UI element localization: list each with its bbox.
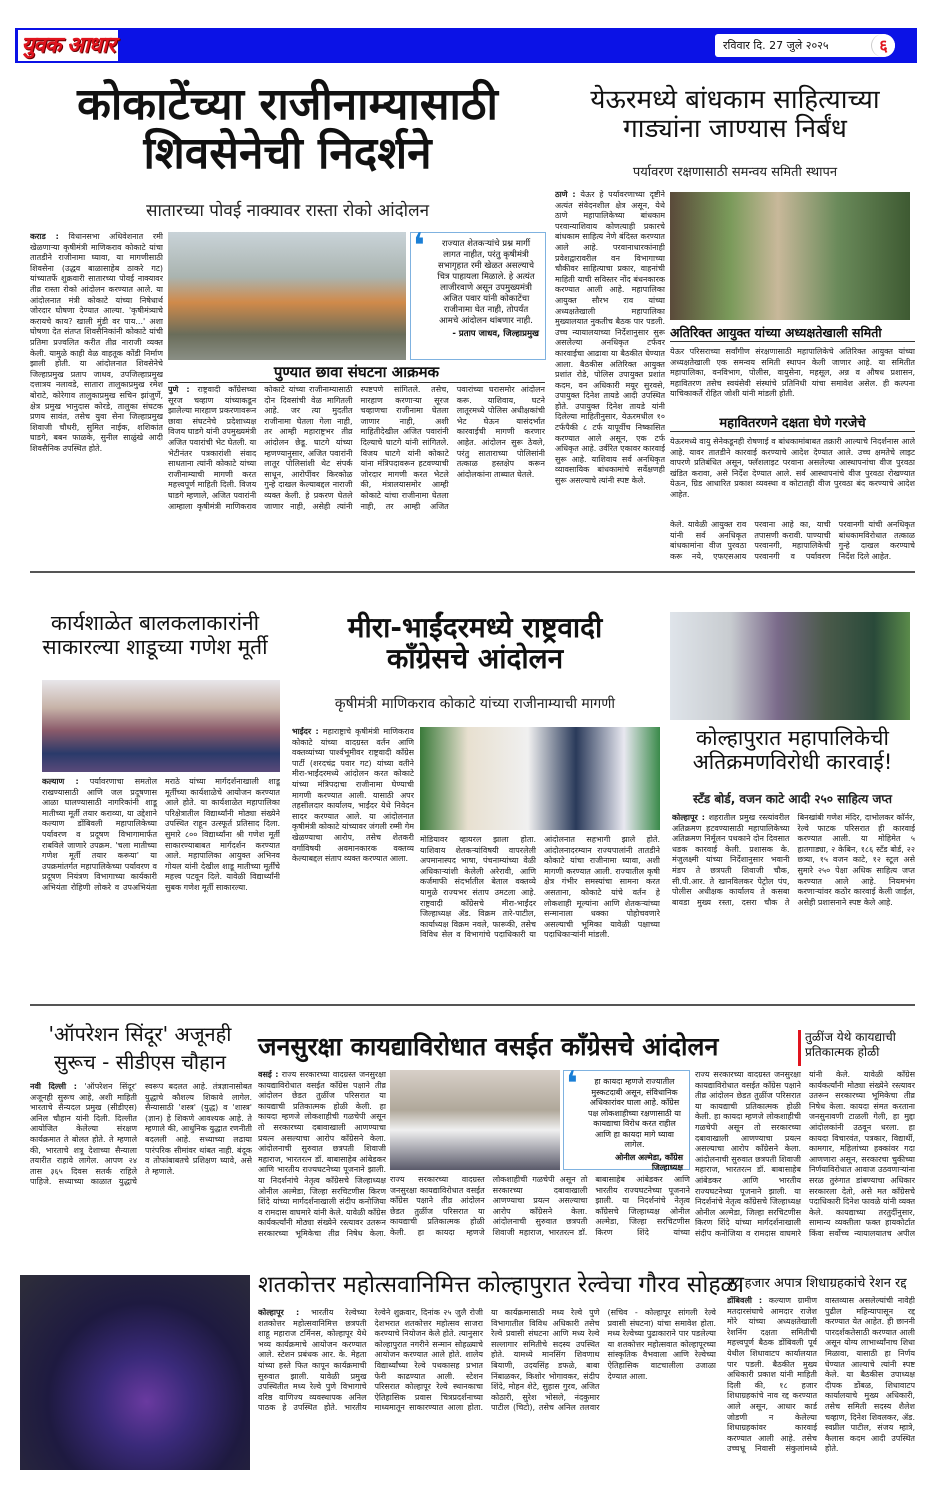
story5-headline-line2: अतिक्रमणविरोधी कारवाई! [692,749,893,774]
story2-headline [555,86,915,144]
dateline: भाईंदर : [292,727,319,736]
dateline: डोंबिवली : [727,1296,763,1305]
story5-subhead: स्टँड बोर्ड, वजन काटे आदी २५० साहित्य जप्त [693,792,892,806]
story3-body [42,777,280,1000]
story2-body [555,190,665,515]
story3-headline-line1: कार्यशाळेत बालकलाकारांनी [50,611,260,635]
story2-para2: येऊरमध्ये वायु सेनेकडूनही रोषणाई व बांधकामांबाबत तक्रारी आल्याचे निदर्शनास आले आहे. यावर तातडीने कारवाई करण्याचे आदेश देण्यात आले. उच्च क्षमतेचे लाइट वापरणे प्रतिबंधित असून, फ्लॅशलाइट परवाना असलेल्या आस्थापनांचा वीज पुरवठा खंडित करावा, असे निर्देश देण्यात आले. सर्व आस्थापनांचे वीज पुरवठा रोखण्यात येऊन, ग्रिड आधारित प्रकाश व्यवस्था व कोटातही वीज पुरवठा बंद करण्याचे आदेश आहेत. [670,437,915,499]
story1-quote-box [410,226,546,360]
quote-icon: ❛ [413,226,425,266]
newspaper-logo: युवक आधार [18,30,118,61]
story6-text: 'ऑपरेशन सिंदूर' अजूनही सुरूच आहे, अशी माहिती भारताचे सैन्यदल प्रमुख (सीडीएस) अनिल चौहान यांनी दिली. दिल्लीत आयोजित केलेल्या संरक्षण कार्यक्रमात ते बोलत होते. ते म्हणाले की, भारताचे शत्रू देशाच्या सैन्याला तयारीत राहावे लागेल. आपण २४ तास ३६५ दिवस सतर्क राहिले पाहिजे. सध्याच्या काळात युद्धाचे स्वरूप बदलत आहे. तंत्रज्ञानासोबत युद्धाचे कौशल्य शिकावे लागेल. सैन्यासाठी 'शस्त्र' (युद्ध) व 'शास्त्र' (ज्ञान) हे शिकणे आवश्यक आहे. ते म्हणाले की, आधुनिक युद्धात रणनीती बदलली आहे. सध्याच्या लढाया पारंपरिक सीमांवर थांबत नाही. बंदूक व तोफांबाबतचे प्रशिक्षण घ्यावे, असे ते म्हणाले. [30,1082,252,1187]
story5-body [672,813,915,1000]
story7-lead [258,1070,386,1240]
masthead [15,28,917,63]
story9-body [727,1296,915,1470]
story3-headline-line2: साकारल्या शाडूच्या गणेश मूर्ती [42,634,268,659]
story1-box-head: पुण्यात छावा संघटना आक्रमक [168,362,545,383]
story3-text: पर्यावरणाचा समतोल राखण्यासाठी आणि जल प्रदूषणास आळा घालण्यासाठी नागरिकांनी शाडू मातीच्या मूर्ती तयार कराव्या, या उद्देशाने कल्याण डोंबिवली महापालिकेच्या पर्यावरण व प्रदूषण विभागामार्फत राबविले जाणारे उपक्रम. 'चला मातीच्या गणेश मूर्ती तयार करूया' या उपक्रमांतर्गत महापालिकेच्या पर्यावरण व प्रदूषण नियंत्रण विभागाच्या कार्यकारी अभियंता रोहिणी लोकरे व उपअभियंता मराठे यांच्या मार्गदर्शनाखाली शाडू मूर्तीच्या कार्यशाळेचे आयोजन करण्यात आले होते. या कार्यशाळेत महापालिका परिक्षेत्रातील विद्यार्थ्यांनी मोठ्या संख्येने उपस्थित राहून उत्स्फूर्त प्रतिसाद दिला. सुमारे ८०० विद्यार्थ्यांना श्री गणेश मूर्ती साकारण्याबाबत मार्गदर्शन करण्यात आले. महापालिका आयुक्त अभिनव गोयल यांनी देखील शाडू मातीच्या मूर्तींचे महत्त्व पटवून दिले. यावेळी विद्यार्थ्यांनी सुबक गणेश मूर्ती साकारल्या. [42,777,280,892]
dateline: ठाणे : [555,190,576,199]
quote-author: ओनील अल्मेडा, काँग्रेस जिल्हाध्यक्ष [615,1152,683,1172]
story6-headline-line1: 'ऑपरेशन सिंदूर' अजूनही [48,1022,232,1046]
story1-headline-line1: कोकाटेंच्या राजीनाम्यासाठी [77,79,498,130]
story2-headline-line1: येऊरमध्ये बांधकाम साहित्याच्या [590,85,880,115]
story2-para3: केले. यावेळी आयुक्त राव यांनी सर्व अनधिकृत बांधकामांना वीज पुरवठा करू नये, एफएसआय परवाना आहे का, याची तपासणी करावी. पाण्याची परवानगी, महापालिकेची परवानगी व पर्यावरण परवानगी यांची अनधिकृत बांधकामविरोधात तत्काळ गुन्हे दाखल करण्याचे निर्देश दिले आहेत. [670,520,915,561]
story4-headline-line2: काँग्रेसचे आंदोलन [386,642,564,676]
story4-subhead: कृषीमंत्री माणिकराव कोकाटे यांच्या राजीनाम्याची मागणी [334,696,616,712]
story2-headline-line2: गाड्यांना जाण्यास निर्बंध [623,114,847,145]
story1-box-body [168,385,545,565]
story7-side-head: तुळींज येथे कायद्याची प्रतिकात्मक होळी [805,1030,896,1059]
story1-headline-line2: शिवसेनेची निदर्शने [143,128,432,180]
vasai-protest-photo [390,1070,560,1170]
story7-quote-box [563,1064,690,1172]
story7-text: राज्य सरकारच्या वादग्रस्त जनसुरक्षा कायद्याविरोधात वसईत काँग्रेस पक्षाने तीव्र आंदोलन छेडत तुळींज परिसरात या कायद्याची प्रतिकात्मक होळी केली. हा कायदा म्हणजे लोकशाहीची गळचेपी असून तो सरकारच्या दबावाखाली आणण्याचा प्रयत्न असल्याचा आरोप काँग्रेसने केला. आंदोलनाची सुरुवात छत्रपती शिवाजी महाराज, भारतरत्न डॉ. बाबासाहेब आंबेडकर आणि भारतीय राज्यघटनेच्या पूजनाने झाली. या निदर्शनांचे नेतृत्व काँग्रेसचे जिल्हाध्यक्ष ओनील अल्मेडा, जिल्हा सरचिटणीस किरण शिंदे यांच्या मार्गदर्शनाखाली संदीप कनोजिया व रामदास वाघमारे यांनी केले. यावेळी काँग्रेस कार्यकर्त्यांनी मोठ्या संख्येने रस्त्यावर उतरून सरकारच्या भूमिकेचा तीव्र निषेध केला. [258,1070,386,1238]
story9-text: कल्याण ग्रामीण मतदारसंघाचे आमदार राजेश मोरे यांच्या अध्यक्षतेखाली रेशनिंग दक्षता समितीची महत्त्वपूर्ण बैठक डोंबिवली पूर्व येथील शिधावाटप कार्यालयात पार पडली. बैठकीत मुख्य अधिकारी प्रकाश यांनी माहिती दिली की, १८ हजार शिधाग्रहकांचे नाव रद्द करण्यात आले असून, आधार कार्ड जोडणी न केलेल्या शिधाग्रहकांवर कारवाई करण्यात आली आहे. तसेच उच्चभ्रू निवासी संकुलांमध्ये वास्तव्यास असलेल्यांची नावेही पुढील महिन्यापासून रद्द करण्यात येत आहेत. ही छाननी पारदर्शकतेसाठी करण्यात आली असून योग्य लाभार्थ्यांनाच शिधा मिळावा, यासाठी हा निर्णय घेण्यात आल्याचे त्यांनी स्पष्ट केले. या बैठकीस उपाध्यक्ष दीपक डोंबळ, शिधावाटप कार्यालयाचे मुख्य अधिकारी, तसेच समिती सदस्य शैलेश चव्हाण, दिनेश शिवलकर, ॲड. स्वप्नील पाटील, संजय म्हात्रे, कैलास कदम आदी उपस्थित होते. [727,1296,915,1454]
dateline: कोल्हापूर : [672,813,705,822]
story6-body [30,1082,252,1242]
quote-author: - प्रताप जाधव, जिल्हाप्रमुख [452,329,539,339]
story1-box-text: राष्ट्रवादी काँग्रेसच्या सूरज चव्हाण यांच्याकडून झालेल्या मारहाण प्रकरणावरून छावा संघटनेचे प्रदेशाध्यक्ष विजय घाडगे यांनी उपमुख्यमंत्री अजित पवारांची भेट घेतली. या भेटीनंतर पत्रकारांशी संवाद साधताना त्यांनी कोकाटे यांच्या राजीनाम्याची मागणी करत महत्त्वपूर्ण माहिती दिली. विजय घाडगे म्हणाले, अजित पवारांनी आम्हाला कृषीमंत्री माणिकराव कोकाटे यांच्या राजीनाम्यासाठी दोन दिवसांची वेळ मागितली आहे. जर त्या मुदतीत राजीनामा घेतला गेला नाही, तर आम्ही महाराष्ट्रभर तीव्र आंदोलन छेडू. घाटगे यांच्या म्हणण्यानुसार, अजित पवारांनी लातूर पोलिसांशी थेट संपर्क साधून, आरोपींवर किरकोळ गुन्हे दाखल केल्याबद्दल नाराजी व्यक्त केली. हे प्रकरण घेतले जाणार नाही, असेही त्यांनी स्पष्टपणे सांगितले. तसेच, मारहाण करणाऱ्या सूरज चव्हाणचा राजीनामा घेतला जाणार नाही, अशी माहितीदेखील अजित पवारांनी दिल्याचे घाटगे यांनी सांगितले. विजय घाटगे यांनी कोकाटे यांना मंत्रिपदावरून हटवण्याची जोरदार मागणी करत भेटले की, मंत्रालयासमोर आम्ही कोकाटे यांचा राजीनामा घेतला नाही, तर आम्ही अजित पवारांच्या घरासमोर आंदोलन करू. याशिवाय, घटने लातूरमध्ये पोलिस अधीक्षकांची भेट घेऊन यासंदर्भात कारवाईची मागणी करणार आहेत. आंदोलन सुरू ठेवले, परंतु साताराच्या पोलिसांनी तत्काळ हस्तक्षेप करून आंदोलकांना ताब्यात घेतले. [168,385,545,511]
workshop-photo [42,680,280,772]
story7-body-bottom: राज्य सरकारच्या वादग्रस्त जनसुरक्षा कायद्याविरोधात वसईत काँग्रेस पक्षाने तीव्र आंदोलन छेडत तुळींज परिसरात या कायद्याची प्रतिकात्मक होळी केली. हा कायदा म्हणजे लोकशाहीची गळचेपी असून तो सरकारच्या दबावाखाली आणण्याचा प्रयत्न असल्याचा आरोप काँग्रेसने केला. आंदोलनाची सुरुवात छत्रपती शिवाजी महाराज, भारतरत्न डॉ. बाबासाहेब आंबेडकर आणि भारतीय राज्यघटनेच्या पूजनाने झाली. या निदर्शनांचे नेतृत्व काँग्रेसचे जिल्हाध्यक्ष ओनील अल्मेडा, जिल्हा सरचिटणीस किरण शिंदे यांच्या [390,1175,690,1237]
dateline: नवी दिल्ली : [30,1082,77,1091]
story2-subhead: पर्यावरण रक्षणासाठी समन्वय समिती स्थापन [632,165,838,180]
story1-headline [30,80,545,179]
story9-headline: १८ हजार अपात्र शिधाग्रहकांचे रेशन रद्द [727,1276,907,1291]
issue-date: रविवार दि. 27 जुले २०२५ [723,39,829,52]
red-accent-bar [798,1030,801,1066]
story6-headline-line2: सुरूच - सीडीएस चौहान [54,1050,226,1074]
story2-para1: येऊर परिसराच्या सर्वांगीण संरक्षणासाठी महापालिकेचे अतिरिक्त आयुक्त यांच्या अध्यक्षतेखाली एक समन्वय समिती स्थापन केली जाणार आहे. या समितीत महापालिका, वनविभाग, पोलीस, वायुसेना, महसूल, अन्न व औषध प्रशासन, महावितरण तसेच स्वयंसेवी संस्थांचे प्रतिनिधी यांचा समावेश असेल. ही कल्पना याचिकाकर्ते रोहित जोशी यांनी मांडली होती. [670,347,915,399]
story2-photo-caption: अतिरिक्त आयुक्त यांच्या अध्यक्षतेखाली समिती [670,324,915,342]
dateline: कराड : [30,232,59,241]
story4-lead [292,727,414,1000]
story1-subhead: सातारच्या पोवई नाक्यावर रास्ता रोको आंदोलन [145,201,430,221]
story8-headline: शतकोत्तर महोत्सवानिमित्त कोल्हापुरात रेल्वेचा गौरव सोहळा [258,1272,744,1298]
quote-text: राज्यात शेतकऱ्यांचे प्रश्न मार्गी लागत नाहीत, परंतु कृषीमंत्री सभागृहात रमी खेळत असल्याचे चित्र पाहायला मिळाले. हे अत्यंत लाजीरवाणे असून उपमुख्यमंत्री अजित पवार यांनी कोकाटेंचा राजीनामा घेत नाही, तोपर्यंत आमचे आंदोलन थांबणार नाही. [437,239,535,326]
story4-lead-text: महाराष्ट्राचे कृषीमंत्री माणिकराव कोकाटे यांच्या वादग्रस्त वर्तन आणि वक्तव्यांच्या पार्श्वभूमीवर राष्ट्रवादी काँग्रेस पार्टी (शरदचंद्र पवार गट) यांच्या वतीने मीरा-भाईंदरमध्ये आंदोलन करत कोकाटे यांच्या मंत्रिपदाचा राजीनामा घेण्याची मागणी करण्यात आली. यासाठी अपर तहसीलदार कार्यालय, भाईंदर येथे निवेदन सादर करण्यात आले. या आंदोलनात कृषीमंत्री कोकाटे यांच्यावर जंगली रम्मी गेम खेळण्याचा आरोप, तसेच शेतकरी वर्गाविषयी अवमानकारक वक्तव्य केल्याबद्दल संताप व्यक्त करण्यात आला. [292,727,414,864]
story1-lead-text: विधानसभा अधिवेशनात रमी खेळणाऱ्या कृषीमंत्री माणिकराव कोकाटे यांचा तातडीने राजीनामा घ्यावा, या मागणीसाठी शिवसेना (उद्धव बाळासाहेब ठाकरे गट) यांच्यातर्फे शुक्रवारी सातारच्या पोवई नाक्यावर तीव्र रास्ता रोको आंदोलन करण्यात आले. या आंदोलनात मंत्री कोकाटे यांच्या निषेधार्थ जोरदार घोषणा देण्यात आल्या. 'कृषीमंत्र्याचे करायचे काय? खाली मुंडी वर पाय...' अशा घोषणा देत संतप्त शिवसैनिकांनी कोकाटे यांची प्रतिमा प्रज्वलित करीत तीव्र नाराजी व्यक्त केली. यामुळे काही वेळ वाहतूक कोंडी निर्माण झाली होती. या आंदोलनात शिवसेनेचे जिल्हाप्रमुख प्रताप जाधव, उपजिल्हाप्रमुख दत्तात्रय नलावडे, सातारा तालुकाप्रमुख रमेश बोराटे, कोरेगाव तालुकाप्रमुख सचिन झांजुर्णे, क्षेत्र प्रमुख भानुदास कोरडे, तालुका संघटक प्रणय सावंत, तसेच युवा सेना जिल्हाप्रमुख शिवाजी चौधरी, सुमित नाईक, शशिकांत घाडगे, बबन फाळके, सुनील साळुंखे आदी शिवसैनिक उपस्थित होते. [30,232,163,453]
issue-date-box [715,34,895,57]
section-divider [30,1004,915,1006]
page-number: ६ [871,34,895,57]
story5-headline-line1: कोल्हापुरात महापालिकेची [696,726,889,750]
section-divider [30,571,915,573]
railway-station-night-photo [20,1275,250,1470]
dateline: कोल्हापूर : [258,1308,300,1317]
story8-text: भारतीय रेल्वेच्या शतकोत्तर महोत्सवानिमित्त छत्रपती शाहू महाराज टर्मिनस, कोल्हापूर येथे भव्य कार्यक्रमाचे आयोजन करण्यात आले. स्टेशन प्रबंधक आर. के. मेहता यांच्या हस्ते फित कापून कार्यक्रमाची सुरुवात झाली. यावेळी प्रमुख उपस्थितीत मध्य रेल्वे पुणे विभागाचे वरिष्ठ वाणिज्य व्यवस्थापक अनिल पाठक हे उपस्थित होते. भारतीय रेल्वेने शुक्रवार, दिनांक २५ जुलै रोजी देशभरात शतकोत्तर महोत्सव साजरा करण्याचे नियोजन केले होते. त्यानुसार कोल्हापुरात नगरीने सन्मान सोहळ्याचे आयोजन करण्यात आले होते. शालेय विद्यार्थ्यांच्या रेल्वे पथकासह प्रभात फेरी काढण्यात आली. स्टेशन परिसरात कोल्हापूर रेल्वे स्थानकाचा ऐतिहासिक प्रवास चित्रप्रदर्शनाच्या माध्यमातून साकारण्यात आला होता. या कार्यक्रमासाठी मध्य रेल्वे पुणे विभागातील विविध अधिकारी तसेच रेल्वे प्रवासी संघटना आणि मध्य रेल्वे सल्लागार समितीचे सदस्य उपस्थित होते. यामध्ये मानसिंग शिवणाथ बियाणी, उदयसिंह डफळे, बाबा निंबाळकर, किशोर भोगावकर, संदीप शिंदे, मोहन शेटे, सुहास गुरव, अजित कोठारी, सुरेश भोसले, नंदकुमार पाटील (चिटो), तसेच अनिल तलवार (सचिव - कोल्हापूर सांगली रेल्वे प्रवासी संघटना) यांचा समावेश होता. मध्य रेल्वेच्या पुढाकाराने पार पडलेल्या या शतकोत्तर महोत्सवात कोल्हापूरच्या सांस्कृतिक वैभवाला आणि रेल्वेच्या ऐतिहासिक वाटचालीला उजाळा देण्यात आला. [258,1308,716,1413]
protest-photo [168,232,406,360]
story1-body [30,232,163,565]
story7-headline: जनसुरक्षा कायद्याविरोधात वसईत काँग्रेसचे आंदोलन [258,1032,719,1061]
story6-headline [30,1020,250,1076]
yeoor-gate-photo [670,192,910,320]
encroachment-photo [670,612,910,720]
story4-headline [290,612,660,675]
dateline: वसई : [258,1070,279,1079]
story7-body-right: राज्य सरकारच्या वादग्रस्त जनसुरक्षा कायद्याविरोधात वसईत काँग्रेस पक्षाने तीव्र आंदोलन छेडत तुळींज परिसरात या कायद्याची प्रतिकात्मक होळी केली. हा कायदा म्हणजे लोकशाहीची गळचेपी असून तो सरकारच्या दबावाखाली आणण्याचा प्रयत्न असल्याचा आरोप काँग्रेसने केला. आंदोलनाची सुरुवात छत्रपती शिवाजी महाराज, भारतरत्न डॉ. बाबासाहेब आंबेडकर आणि भारतीय राज्यघटनेच्या पूजनाने झाली. या निदर्शनांचे नेतृत्व काँग्रेसचे जिल्हाध्यक्ष ओनील अल्मेडा, जिल्हा सरचिटणीस किरण शिंदे यांच्या मार्गदर्शनाखाली संदीप कनोजिया व रामदास वाघमारे यांनी केले. यावेळी काँग्रेस कार्यकर्त्यांनी मोठ्या संख्येने रस्त्यावर उतरून सरकारच्या भूमिकेचा तीव्र निषेध केला. कायदा संमत करताना जनसुनावणी टाळली गेली, हा मुद्दा आंदोलकांनी उठवून धरला. हा कायदा विचारवंत, पत्रकार, विद्यार्थी, कामगार, महिलांच्या हक्कांवर गदा आणणारा असून, सरकारचा चुकीच्या निर्णयाविरोधात आवाज उठवणाऱ्यांना सरळ तुरुंगात डांबण्याचा अधिकार सरकारला देतो, असे मत काँग्रेसचे पदाधिकारी दिनेश फावळे यांनी व्यक्त केले. कायद्याच्या तरतुदींनुसार, सामान्य व्यक्तीला फक्त हायकोर्टात किंवा सर्वोच्च न्यायालयातच अपील [695,1070,915,1238]
dateline: पुणे : [168,385,190,394]
story5-text: शहरातील प्रमुख रस्त्यांवरील अतिक्रमण हटवण्यासाठी महापालिकेच्या अतिक्रमण निर्मूलन पथकाने दोन दिवसात धडक कारवाई केली. प्रशासक के. मंजुलक्ष्मी यांच्या निर्देशानुसार भवानी मंडप ते छत्रपती शिवाजी चौक, सी.पी.आर. ते खानविलकर पेट्रोल पंप, पोलीस अधीक्षक कार्यालय ते कसबा बावडा मुख्य रस्ता, दसरा चौक ते बिनखांबी गणेश मंदिर, दाभोलकर कॉर्नर, रेल्वे फाटक परिसरात ही कारवाई करण्यात आली. या मोहिमेत ५ हातगाड्या, २ केबिन, १८६ स्टँड बोर्ड, २२ छत्र्या, १५ वजन काटे, १२ स्टूल असे सुमारे २५० पेक्षा अधिक साहित्य जप्त करण्यात आले आहे. नियमभंग करणाऱ्यांवर कठोर कारवाई केली जाईल, असेही प्रशासनाने स्पष्ट केले आहे. [672,813,915,907]
story2-lead-text: येऊर हे पर्यावरणाच्या दृष्टीने अत्यंत संवेदनशील क्षेत्र असून, येथे ठाणे महापालिकेच्या बांधकाम परवान्याशिवाय कोणत्याही प्रकारचे बांधकाम साहित्य नेणे बंदिस्त करण्यात आले आहे. परवानाधारकांनाही प्रवेशद्वारावरील वन विभागाच्या चौकीवर साहित्याचा प्रकार, वाहनांची माहिती याची सविस्तर नोंद बंधनकारक करण्यात आली आहे. महापालिका आयुक्त सौरभ राव यांच्या अध्यक्षतेखाली महापालिका मुख्यालयात नुकतीच बैठक पार पडली. उच्च न्यायालयाच्या निर्देशानुसार सुरू असलेल्या अनधिकृत टर्फवर कारवाईचा आढावा या बैठकीत घेण्यात आला. बैठकीस अतिरिक्त आयुक्त प्रशांत रोडे, पोलिस उपायुक्त प्रशांत कदम, वन अधिकारी मयूर सुरवसे, उपायुक्त दिनेश तायडे आदी उपस्थित होते. उपायुक्त दिनेश तायडे यांनी दिलेल्या माहितीनुसार, येऊरमधील १० टर्फपैकी ८ टर्फ यापूर्वीच निष्कासित करण्यात आले असून, एक टर्फ अधिकृत आहे. उर्वरित एकावर कारवाई सुरू आहे. याशिवाय सर्व अनधिकृत व्यावसायिक बांधकामांचे सर्वेक्षणही सुरू असल्याचे त्यांनी स्पष्ट केले. [555,190,665,486]
quote-icon: ❛ [566,1064,578,1104]
story2-subhead2: महावितरणने दक्षता घेणे गरजेचे [670,413,915,432]
quote-text: हा कायदा म्हणजे राज्यातील मुस्कटदाबी असून, संविधानिक अधिकारांवर घाला आहे. काँग्रेस पक्ष लोकशाहीच्या रक्षणासाठी या कायद्याचा विरोध करत राहील आणि हा कायदा मागे घ्यावा लागेल. [587,1077,682,1149]
story4-headline-line1: मीरा-भाईंदरमध्ये राष्ट्रवादी [347,611,603,644]
story4-body: मोडियावर व्हायरल झाला होता. याशिवाय शेतकऱ्यांविषयी वापरलेली अपमानास्पद भाषा, पंचनाम्यांच्या वेळी अधिकाऱ्यांशी केलेली अरेरावी, आणि कर्जमाफी संदर्भातील बेताल वक्तव्ये यामुळे राज्यभर संताप उमटला आहे. राष्ट्रवादी काँग्रेसचे मीरा-भाईंदर जिल्हाध्यक्ष ॲड. विक्रम तारे-पाटील, कार्याध्यक्ष विक्रम नवले, फारूकी, तसेच विविध सेल व विभागांचे पदाधिकारी या आंदोलनात सहभागी झाले होते. आंदोलनादरम्यान राज्यपालांनी तातडीने कोकाटे यांचा राजीनामा घ्यावा, अशी मागणी करण्यात आली. राज्यातील कृषी क्षेत्र गंभीर समस्यांचा सामना करत असताना, कोकाटे यांचे वर्तन हे लोकशाही मूल्यांना आणि शेतकऱ्यांच्या सन्मानाला धक्का पोहोचवणारे असल्याची भूमिका यावेळी पक्षाच्या पदाधिकाऱ्यांनी मांडली. [420,835,660,940]
story8-body [258,1308,716,1470]
memorandum-photo [420,727,660,830]
dateline: कल्याण : [42,777,79,786]
story3-headline [30,612,280,659]
story5-headline [670,727,915,774]
